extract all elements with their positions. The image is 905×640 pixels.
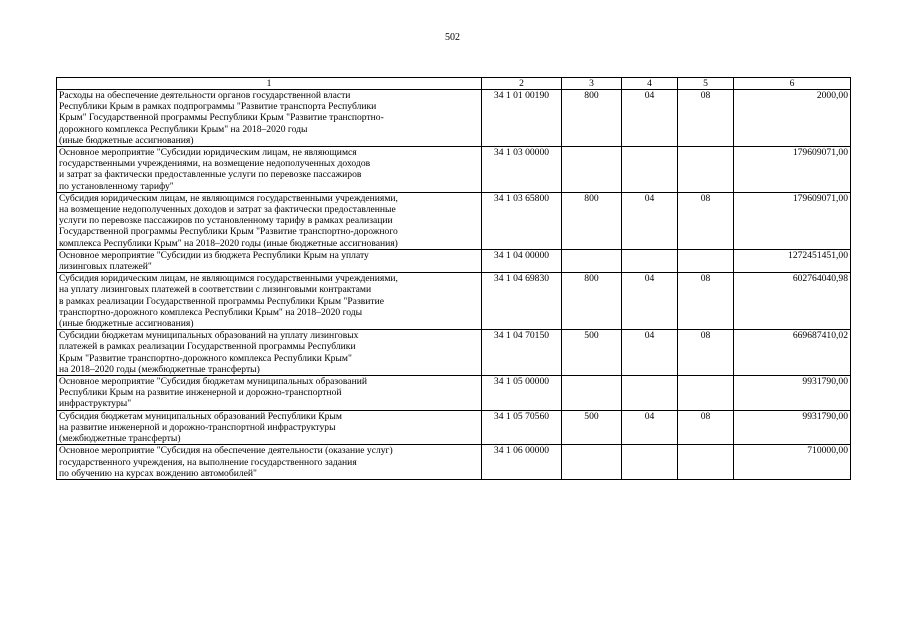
expense-name-line: Субсидия бюджетам муниципальных образований Республики Крым <box>59 410 342 422</box>
expense-type-cell: 800 <box>562 90 622 147</box>
expense-type-cell: 800 <box>562 273 622 330</box>
amount-cell: 179609071,00 <box>734 192 851 249</box>
section-cell <box>622 249 678 272</box>
expense-name-line: (межбюджетные трансферты) <box>59 433 181 445</box>
table-row <box>57 90 851 147</box>
column-header-6: 6 <box>734 78 851 90</box>
section-cell: 04 <box>622 192 678 249</box>
expense-name-line: комплекса Республики Крым" на 2018–2020 годы (иные бюджетные ассигнования) <box>59 237 398 249</box>
amount-cell: 2000,00 <box>734 90 851 147</box>
subsection-cell: 08 <box>678 192 734 249</box>
expense-name-line: на развитие инженерной и дорожно-транспортной инфраструктуры <box>59 421 336 433</box>
table-row <box>57 273 851 330</box>
expense-name-line: (иные бюджетные ассигнования) <box>59 318 194 330</box>
expense-name-line: Основное мероприятие "Субсидии из бюджета Республики Крым на уплату <box>59 249 369 261</box>
expense-name-line: платежей в рамках реализации Государственной программы Республики <box>59 341 356 353</box>
amount-cell: 669687410,02 <box>734 330 851 376</box>
column-header-5: 5 <box>678 78 734 90</box>
expense-name-line: Основное мероприятие "Субсидия бюджетам муниципальных образований <box>59 376 367 388</box>
expense-name-cell <box>57 410 482 445</box>
expense-name-line: дорожного комплекса Республики Крым" на 2018–2020 годы <box>59 123 308 135</box>
expense-name-line: Крым "Развитие транспортно-дорожного комплекса Республики Крым" <box>59 352 352 364</box>
subsection-cell: 08 <box>678 90 734 147</box>
section-cell <box>622 147 678 193</box>
expense-name-line: Республики Крым в рамках подпрограммы "Развитие транспорта Республики <box>59 101 377 113</box>
expense-name-line: по установленному тарифу" <box>59 180 174 192</box>
page-number: 502 <box>445 32 460 43</box>
budget-code-cell: 34 1 05 70560 <box>482 410 562 445</box>
budget-table <box>56 77 851 480</box>
subsection-cell <box>678 249 734 272</box>
section-cell: 04 <box>622 273 678 330</box>
expense-type-cell <box>562 445 622 480</box>
expense-type-cell: 500 <box>562 410 622 445</box>
budget-code-cell: 34 1 04 70150 <box>482 330 562 376</box>
budget-code-cell: 34 1 04 69830 <box>482 273 562 330</box>
expense-name-line: Республики Крым на развитие инженерной и дорожно-транспортной <box>59 387 342 399</box>
expense-name-line: инфраструктуры" <box>59 398 132 410</box>
expense-name-cell <box>57 273 482 330</box>
expense-type-cell: 500 <box>562 330 622 376</box>
expense-type-cell: 800 <box>562 192 622 249</box>
expense-type-cell <box>562 147 622 193</box>
amount-cell: 9931790,00 <box>734 376 851 411</box>
budget-code-cell: 34 1 03 65800 <box>482 192 562 249</box>
expense-name-cell <box>57 376 482 411</box>
expense-name-line: лизинговых платежей" <box>59 261 152 273</box>
table-row <box>57 410 851 445</box>
amount-cell: 602764040,98 <box>734 273 851 330</box>
subsection-cell: 08 <box>678 410 734 445</box>
column-header-1: 1 <box>57 78 482 90</box>
expense-type-cell <box>562 376 622 411</box>
expense-name-line: услуги по перевозке пассажиров по установленному тарифу в рамках реализации <box>59 215 393 227</box>
expense-name-cell <box>57 90 482 147</box>
column-header-2: 2 <box>482 78 562 90</box>
expense-name-line: государственного учреждения, на выполнение государственного задания <box>59 456 357 468</box>
expense-name-line: Государственной программы Республики Крым "Развитие транспортно-дорожного <box>59 226 398 238</box>
table-row <box>57 249 851 272</box>
expense-type-cell <box>562 249 622 272</box>
table-row <box>57 330 851 376</box>
table-row <box>57 147 851 193</box>
subsection-cell <box>678 147 734 193</box>
budget-code-cell: 34 1 03 00000 <box>482 147 562 193</box>
section-cell: 04 <box>622 410 678 445</box>
expense-name-line: Основное мероприятие "Субсидия на обеспечение деятельности (оказание услуг) <box>59 445 393 457</box>
expense-name-line: Субсидии бюджетам муниципальных образований на уплату лизинговых <box>59 330 359 342</box>
expense-name-line: в рамках реализации Государственной программы Республики Крым "Развитие <box>59 295 384 307</box>
section-cell: 04 <box>622 90 678 147</box>
amount-cell: 179609071,00 <box>734 147 851 193</box>
expense-name-cell <box>57 249 482 272</box>
expense-name-line: (иные бюджетные ассигнования) <box>59 134 194 146</box>
column-header-4: 4 <box>622 78 678 90</box>
budget-code-cell: 34 1 01 00190 <box>482 90 562 147</box>
expense-name-cell <box>57 445 482 480</box>
expense-name-line: Субсидия юридическим лицам, не являющимся государственными учреждениями, <box>59 192 398 204</box>
subsection-cell <box>678 445 734 480</box>
subsection-cell: 08 <box>678 330 734 376</box>
expense-name-cell <box>57 192 482 249</box>
expense-name-line: Расходы на обеспечение деятельности органов государственной власти <box>59 90 351 101</box>
expense-name-line: по обучению на курсах вождению автомобилей" <box>59 467 257 479</box>
section-cell <box>622 445 678 480</box>
table-row <box>57 445 851 480</box>
amount-cell: 9931790,00 <box>734 410 851 445</box>
expense-name-line: на возмещение недополученных доходов и затрат за фактически предоставленные <box>59 204 396 216</box>
expense-name-line: транспортно-дорожного комплекса Республики Крым" на 2018–2020 годы <box>59 306 363 318</box>
amount-cell: 1272451451,00 <box>734 249 851 272</box>
budget-code-cell: 34 1 04 00000 <box>482 249 562 272</box>
amount-cell: 710000,00 <box>734 445 851 480</box>
table-row <box>57 376 851 411</box>
subsection-cell: 08 <box>678 273 734 330</box>
budget-code-cell: 34 1 05 00000 <box>482 376 562 411</box>
expense-name-line: государственными учреждениями, на возмещение недополученных доходов <box>59 158 371 170</box>
section-cell: 04 <box>622 330 678 376</box>
expense-name-line: Основное мероприятие "Субсидии юридическим лицам, не являющимся <box>59 147 357 159</box>
section-cell <box>622 376 678 411</box>
expense-name-line: Крым" Государственной программы Республики Крым "Развитие транспортно- <box>59 112 384 124</box>
table-body <box>57 90 851 480</box>
subsection-cell <box>678 376 734 411</box>
expense-name-line: и затрат за фактически предоставленные услуги по перевозке пассажиров <box>59 169 362 181</box>
budget-code-cell: 34 1 06 00000 <box>482 445 562 480</box>
column-header-3: 3 <box>562 78 622 90</box>
expense-name-cell <box>57 330 482 376</box>
table-header <box>57 78 851 90</box>
expense-name-line: на 2018–2020 годы (межбюджетные трансферты) <box>59 363 260 375</box>
expense-name-line: на уплату лизинговых платежей в соответствии с лизинговыми контрактами <box>59 284 372 296</box>
expense-name-line: Субсидия юридическим лицам, не являющимся государственными учреждениями, <box>59 273 398 285</box>
table-row <box>57 192 851 249</box>
expense-name-cell <box>57 147 482 193</box>
